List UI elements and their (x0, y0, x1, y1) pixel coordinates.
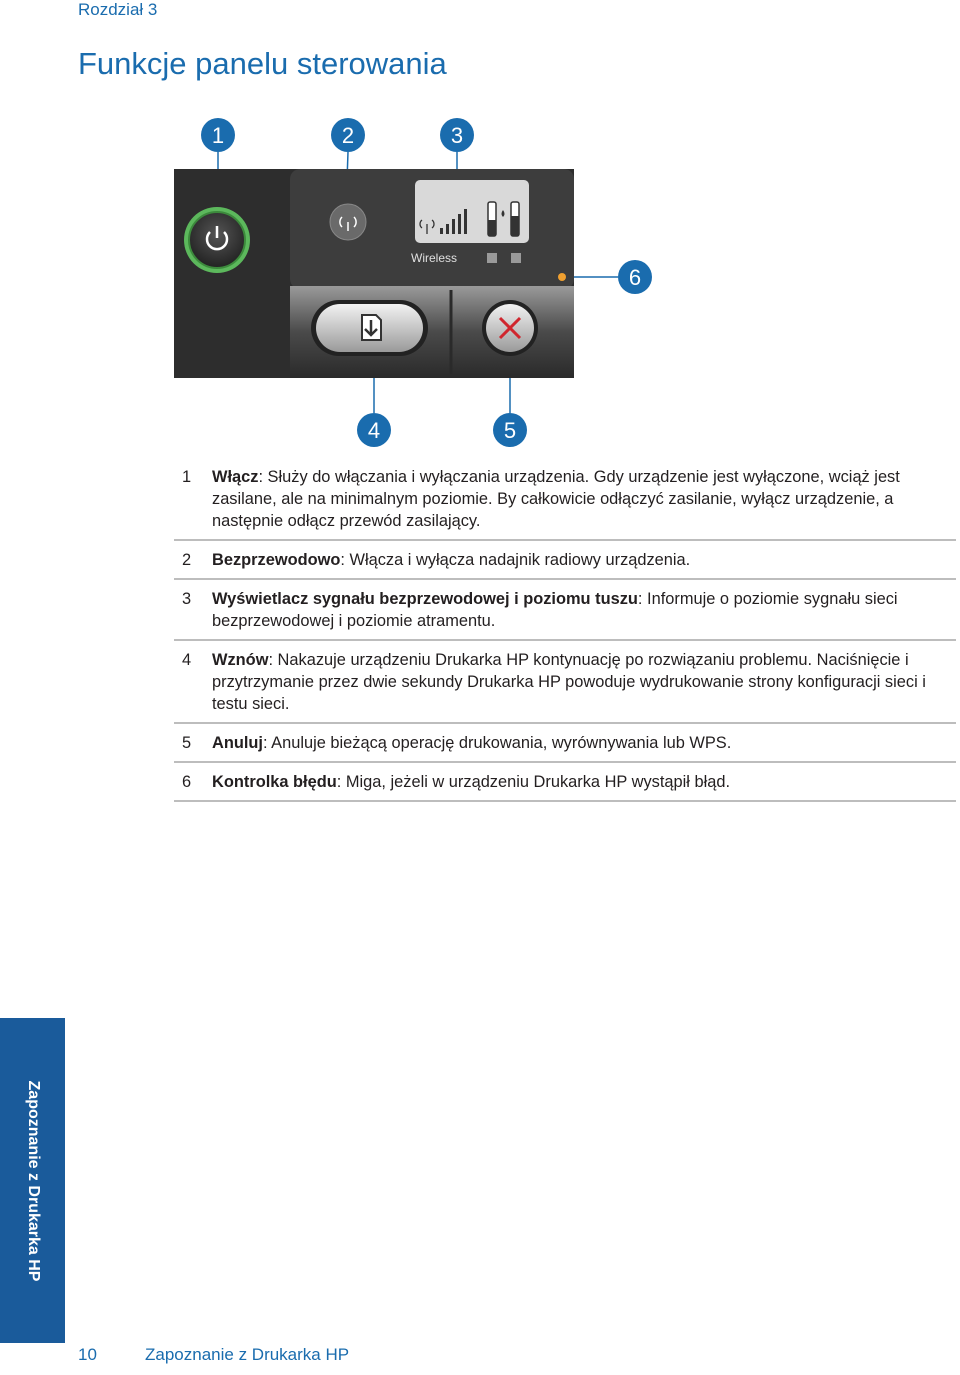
item-description: : Nakazuje urządzeniu Drukarka HP kontynuację po rozwiązaniu problemu. Naciśnięcie i przytrzymanie przez dwie sekundy Drukarka HP powoduje wydrukowanie strony konfiguracji sieci i testu sieci. (212, 651, 926, 713)
chapter-label: Rozdział 3 (78, 0, 158, 19)
callout-3 (440, 118, 474, 152)
side-tab-label: Zapoznanie z Drukarka HP (24, 1080, 42, 1281)
callout-6 (618, 260, 652, 294)
svg-text:3: 3 (450, 123, 464, 148)
wireless-label: Wireless (411, 251, 458, 265)
svg-text:2: 2 (341, 123, 355, 148)
svg-text:4: 4 (367, 418, 381, 443)
svg-text:5: 5 (503, 418, 517, 443)
error-led (558, 273, 566, 281)
control-panel-figure (170, 110, 670, 450)
resume-icon (362, 315, 381, 340)
status-display (415, 180, 529, 243)
resume-button[interactable] (311, 300, 428, 356)
item-number: 1 (182, 468, 192, 486)
item-term: Włącz (212, 468, 259, 486)
item-number: 2 (182, 551, 192, 569)
legend-row (174, 466, 956, 540)
item-term: Wyświetlacz sygnału bezprzewodowej i poziomu tuszu (212, 590, 638, 608)
side-tab (0, 1018, 65, 1343)
item-term: Wznów (212, 651, 269, 669)
item-description: : Włącza i wyłącza nadajnik radiowy urządzenia. (340, 551, 691, 569)
callout-4 (357, 413, 391, 447)
callout-5 (493, 413, 527, 447)
footer-section: Zapoznanie z Drukarka HP (145, 1345, 350, 1364)
item-description: : Miga, jeżeli w urządzeniu Drukarka HP wystąpił błąd. (336, 773, 731, 791)
item-term: Kontrolka błędu (212, 773, 337, 791)
legend-table (174, 466, 956, 802)
callout-2 (331, 118, 365, 152)
legend-row (174, 579, 956, 640)
item-number: 3 (182, 590, 192, 608)
legend-row (174, 723, 956, 762)
item-term: Anuluj (212, 734, 263, 752)
item-number: 5 (182, 734, 192, 752)
svg-text:6: 6 (628, 265, 642, 290)
item-number: 6 (182, 773, 192, 791)
item-term: Bezprzewodowo (212, 551, 341, 569)
legend-row (174, 540, 956, 579)
cancel-button[interactable] (482, 300, 538, 356)
legend-row (174, 640, 956, 723)
page-title: Funkcje panelu sterowania (78, 46, 447, 81)
svg-text:1: 1 (211, 123, 225, 148)
item-number: 4 (182, 651, 192, 669)
page-number: 10 (78, 1345, 97, 1364)
item-description: : Służy do włączania i wyłączania urządzenia. Gdy urządzenie jest wyłączone, wciąż jest zasilane, ale na minimalnym poziomie. By całkowicie odłączyć zasilanie, wyłącz urządzenie, a następnie odłącz przewód zasilający. (212, 468, 900, 530)
callout-1 (201, 118, 235, 152)
item-description: : Informuje o poziomie sygnału sieci bezprzewodowej i poziomie atramentu. (212, 590, 898, 630)
power-button[interactable] (184, 207, 250, 273)
wireless-button[interactable] (330, 204, 366, 240)
legend-row (174, 762, 956, 801)
item-description: : Anuluje bieżącą operację drukowania, wyrównywania lub WPS. (262, 734, 732, 752)
